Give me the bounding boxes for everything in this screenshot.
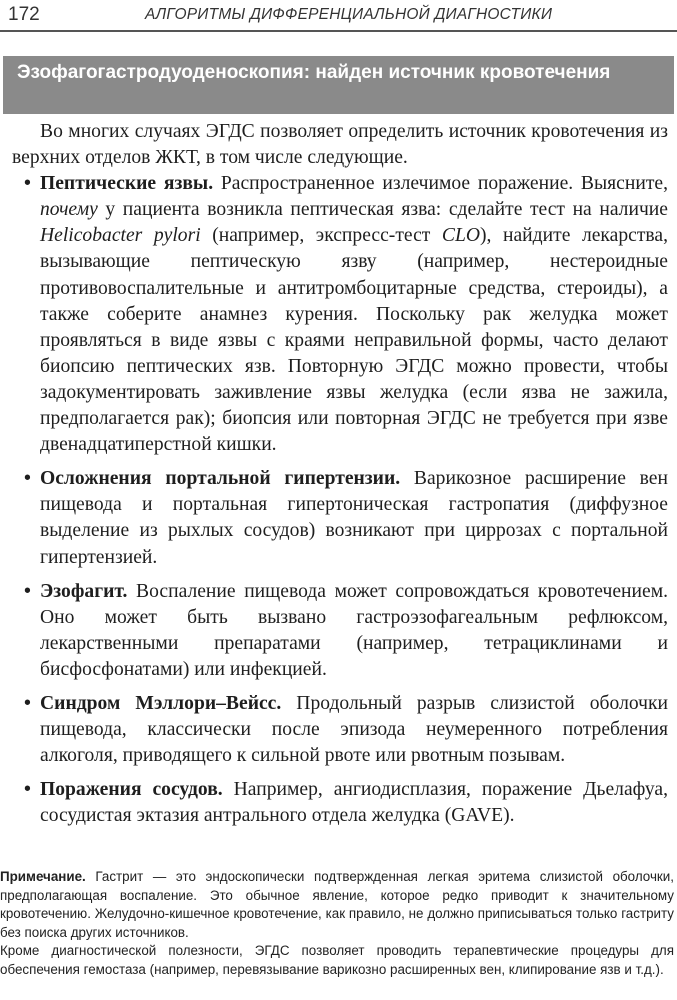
- page-number: 172: [8, 4, 40, 25]
- note-text: Гастрит — это эндоскопически подтвержденная легкая эритема слизистой оболочки, предполагающая воспаление. Это обычное явление, которое редко приводит к значительному кровотечению. Желудочно-кишечное кровотечение, как правило, не должно приписываться только гастриту без поиска других источников.: [0, 869, 674, 940]
- bullet-term: Осложнения портальной гипертензии.: [40, 468, 401, 490]
- bullet-term: Поражения сосудов.: [40, 779, 223, 801]
- section-title: Эзофагогастродуоденоскопия: найден источник кровотечения: [17, 62, 611, 83]
- page-header: [0, 0, 677, 32]
- intro-paragraph: Во многих случаях ЭГДС позволяет определить источник кровотечения из верхних отделов ЖКТ, в том числе следующие.: [12, 121, 668, 169]
- bullet-text: Распространенное излечимое поражение. Выясните,: [213, 173, 669, 195]
- bullet-dot-icon: •: [24, 580, 31, 602]
- italic-text: почему: [40, 199, 98, 221]
- bullet-term: Синдром Мэллори–Вейсс.: [40, 692, 282, 714]
- bullet-dot-icon: •: [24, 468, 31, 490]
- list-item: [12, 777, 668, 829]
- bullet-text: ), найдите лекарства, вызывающие пептическую язву (например, нестероидные противовоспалительные и антитромбоцитарные средства, стероиды), а также соберите анамнез курения. Поскольку рак желудка может проявляться в виде язвы с краями неправильной формы, часто делают биопсию пептических язв. Повторную ЭГДС можно провести, чтобы задокументировать заживление язвы желудка (если язва не зажила, предполагается рак); биопсия или повторная ЭГДС не требуется при язве двенадцатиперстной кишки.: [40, 225, 668, 456]
- italic-text: CLO: [441, 225, 481, 247]
- bullet-text: Варикозное расширение вен пищевода и портальная гипертоническая гастропатия (диффузное выделение из рыхлых сосудов) возникают при циррозах с портальной гипертензией.: [40, 468, 668, 568]
- header-divider: [0, 30, 677, 32]
- running-title: АЛГОРИТМЫ ДИФФЕРЕНЦИАЛЬНОЙ ДИАГНОСТИКИ: [145, 6, 553, 23]
- list-item: [12, 466, 668, 570]
- source-list: [12, 171, 668, 829]
- bullet-text: Например, ангиодисплазия, поражение Дьелафуа, сосудистая эктазия антрального отдела желудка (GAVE).: [40, 779, 668, 827]
- note-paragraph-2: Кроме диагностической полезности, ЭГДС позволяет проводить терапевтические процедуры для обеспечения гемостаза (например, перевязывание варикозно расширенных вен, клипирование язв и т.д.).: [0, 943, 674, 977]
- list-item: [12, 691, 668, 769]
- section-banner: [3, 56, 674, 114]
- list-item: [12, 171, 668, 458]
- main-text: [12, 119, 668, 837]
- bullet-dot-icon: •: [24, 173, 31, 195]
- bullet-text: Воспаление пищевода может сопровождаться кровотечением. Оно может быть вызвано гастроэзофагеальным рефлюксом, лекарственными препаратами (например, тетрациклинами и бисфосфонатами) или инфекцией.: [40, 580, 668, 680]
- bullet-dot-icon: •: [24, 692, 31, 714]
- note-label: Примечание.: [0, 869, 86, 884]
- bullet-text: у пациента возникла пептическая язва: сделайте тест на наличие: [97, 199, 668, 221]
- bullet-term: Эзофагит.: [40, 580, 128, 602]
- bullet-text: (например, экспресс-тест: [200, 225, 442, 247]
- bullet-dot-icon: •: [24, 779, 31, 801]
- list-item: [12, 579, 668, 683]
- note-box: [0, 868, 674, 980]
- note-paragraph: [0, 868, 674, 942]
- bullet-term: Пептические язвы.: [40, 173, 214, 195]
- bullet-text: Продольный разрыв слизистой оболочки пищевода, классически после эпизода неумеренного потребления алкоголя, приводящего к сильной рвоте или рвотным позывам.: [40, 692, 668, 767]
- italic-text: Helicobacter pylori: [40, 225, 201, 247]
